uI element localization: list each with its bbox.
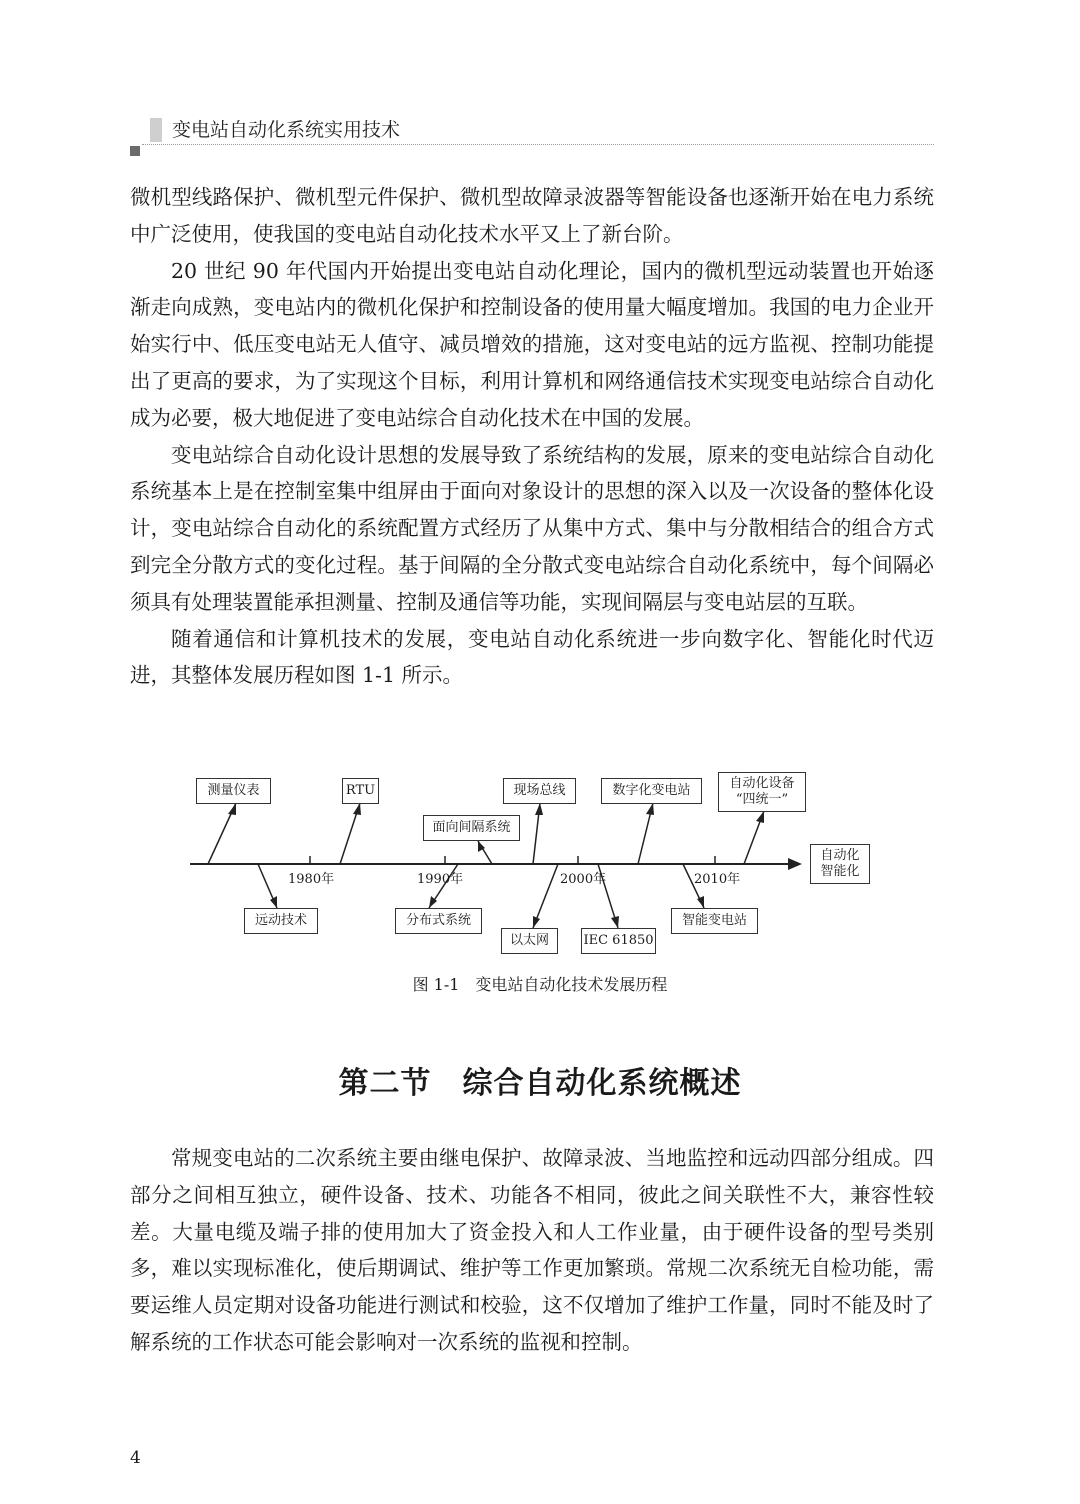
arrowhead: [228, 803, 236, 815]
node-iec61850: IEC 61850: [581, 928, 656, 954]
node-ethernet: 以太网: [501, 928, 558, 954]
arrowhead: [756, 811, 764, 823]
node-line: 智能化: [820, 864, 860, 879]
node-smart-substation: 智能变电站: [671, 908, 758, 934]
running-header: [130, 112, 934, 156]
year-label: 2000年: [560, 872, 607, 887]
arrowhead: [533, 916, 540, 928]
paragraph: 20 世纪 90 年代国内开始提出变电站自动化理论，国内的微机型远动装置也开始逐渐走向成熟，变电站内的微机化保护和控制设备的使用量大幅度增加。我国的电力企业开始实行中、低压变电站无人值守、减员增效的措施，这对变电站的远方监视、控制功能提出了更高的要求，为了实现这个目标，利用计算机和网络通信技术实现变电站综合自动化成为必要，极大地促进了变电站综合自动化技术在中国的发展。: [130, 258, 934, 430]
body-text-bottom: [130, 1140, 934, 1361]
paragraph: 微机型线路保护、微机型元件保护、微机型故障录波器等智能设备也逐渐开始在电力系统中广泛使用，使我国的变电站自动化技术水平又上了新台阶。: [130, 185, 934, 246]
section-title: 第二节 综合自动化系统概述: [338, 1066, 742, 1101]
arrowhead: [270, 896, 277, 908]
year-label: 2010年: [694, 872, 741, 887]
header-marker-dark: [130, 146, 140, 156]
year-label: 1990年: [417, 872, 464, 887]
arrowhead: [353, 803, 361, 815]
header-marker-light: [150, 118, 162, 142]
figure-caption: 图 1-1 变电站自动化技术发展历程: [412, 975, 668, 994]
paragraph: 常规变电站的二次系统主要由继电保护、故障录波、当地监控和远动四部分组成。四部分之间相互独立，硬件设备、技术、功能各不相同，彼此之间关联性不大，兼容性较差。大量电缆及端子排的使用加大了资金投入和人工作业量，由于硬件设备的型号类别多，难以实现标准化，使后期调试、维护等工作更加繁琐。常规二次系统无自检功能，需要运维人员定期对设备功能进行测试和校验，这不仅增加了维护工作量，同时不能及时了解系统的工作状态可能会影响对一次系统的监视和控制。: [130, 1146, 934, 1354]
arrowhead: [646, 803, 654, 815]
paragraph: 随着通信和计算机技术的发展，变电站自动化系统进一步向数字化、智能化时代迈进，其整体发展历程如图 1-1 所示。: [130, 626, 934, 688]
node-line: 自动化: [820, 848, 860, 863]
node-telecontrol: 远动技术: [244, 908, 318, 934]
page-number: 4: [130, 1448, 141, 1468]
node-distributed: 分布式系统: [395, 908, 482, 934]
timeline-figure: [180, 760, 900, 960]
arrowhead: [697, 896, 704, 908]
node-fieldbus: 现场总线: [503, 778, 576, 804]
node-bay-oriented: 面向间隔系统: [423, 815, 520, 841]
node-digital-substation: 数字化变电站: [601, 778, 702, 804]
node-measure-instruments: 测量仪表: [196, 778, 271, 804]
body-text-top: [130, 179, 934, 694]
node-line: 自动化设备: [729, 776, 795, 791]
arrowhead: [535, 803, 543, 815]
arrowhead: [611, 916, 619, 928]
node-rtu: RTU: [342, 778, 379, 804]
running-title: 变电站自动化系统实用技术: [172, 119, 401, 141]
node-automation-intelligence: [810, 844, 870, 884]
timeline-arrowhead: [788, 858, 802, 870]
header-rule: [142, 144, 934, 145]
year-label: 1980年: [288, 872, 335, 887]
node-four-unified: [718, 772, 806, 812]
node-line: “四统一”: [735, 792, 789, 807]
paragraph: 变电站综合自动化设计思想的发展导致了系统结构的发展，原来的变电站综合自动化系统基本上是在控制室集中组屏由于面向对象设计的思想的深入以及一次设备的整体化设计，变电站综合自动化的系统配置方式经历了从集中方式、集中与分散相结合的组合方式到完全分散方式的变化过程。基于间隔的全分散式变电站综合自动化系统中，每个间隔必须具有处理装置能承担测量、控制及通信等功能，实现间隔层与变电站层的互联。: [130, 442, 934, 614]
